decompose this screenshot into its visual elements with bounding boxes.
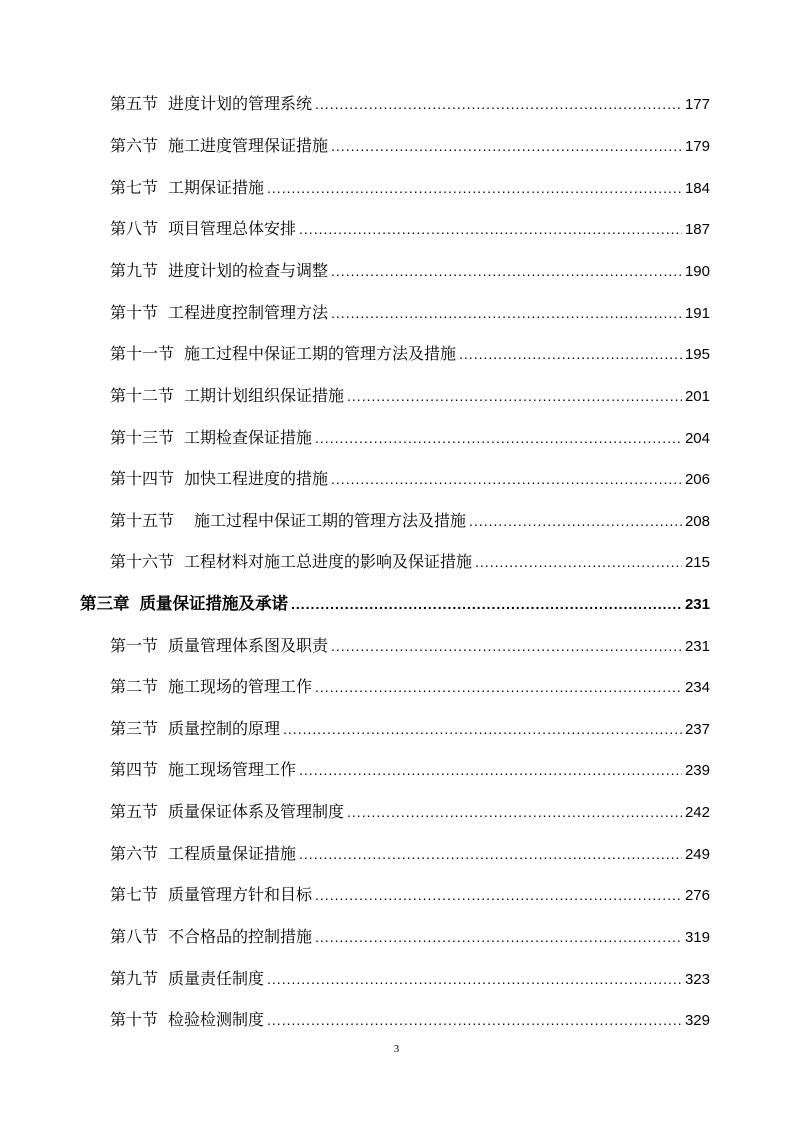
dot-leader [347,800,682,824]
toc-entry-title: 施工进度管理保证措施 [168,136,329,155]
toc-entry-number: 第十三节 [110,428,175,447]
toc-entry-title: 工期计划组织保证措施 [184,386,345,405]
dot-leader [283,717,682,741]
dot-leader [315,925,682,949]
toc-entry-page: 242 [684,804,710,821]
dot-leader [267,1008,682,1032]
toc-entry[interactable] [110,509,710,533]
toc-entry[interactable] [110,842,710,866]
toc-entry[interactable] [110,634,710,658]
toc-chapter-entry[interactable] [80,592,710,616]
toc-entry[interactable] [110,176,710,200]
toc-entry-title: 工程材料对施工总进度的影响及保证措施 [184,552,473,571]
toc-entry-title: 不合格品的控制措施 [168,927,313,946]
toc-entry-number: 第一节 [110,636,159,655]
toc-entry-number: 第八节 [110,927,159,946]
toc-entry[interactable] [110,92,710,116]
toc-entry-title: 工期检查保证措施 [184,428,313,447]
dot-leader [331,259,682,283]
toc-entry-title: 质量保证体系及管理制度 [168,802,345,821]
toc-entry[interactable] [110,967,710,991]
toc-entry-page: 208 [684,513,710,530]
toc-entry-page: 204 [684,430,710,447]
dot-leader [299,758,682,782]
toc-entry-number: 第十六节 [110,552,175,571]
toc-entry[interactable] [110,134,710,158]
toc-entry-title: 质量控制的原理 [168,719,281,738]
toc-entry-number: 第十二节 [110,386,175,405]
toc-entry[interactable] [110,550,710,574]
toc-entry-page: 237 [684,721,710,738]
dot-leader [315,92,682,116]
toc-entry[interactable] [110,925,710,949]
toc-entry-number: 第五节 [110,802,159,821]
dot-leader [315,675,682,699]
toc-entry-title: 加快工程进度的措施 [184,469,329,488]
toc-entry-number: 第十节 [110,1010,159,1029]
toc-entry-page: 234 [684,679,710,696]
toc-entry[interactable] [110,259,710,283]
toc-entry-page: 249 [684,846,710,863]
toc-entry-number: 第九节 [110,969,159,988]
dot-leader [331,134,682,158]
dot-leader [331,634,682,658]
toc-entry[interactable] [110,717,710,741]
dot-leader [299,217,682,241]
toc-entry-page: 191 [684,305,710,322]
toc-entry-title: 质量保证措施及承诺 [139,594,288,613]
toc-entry-page: 179 [684,138,710,155]
toc-entry-number: 第十节 [110,303,159,322]
dot-leader [475,550,682,574]
toc-entry-number: 第十一节 [110,344,175,363]
toc-entry-title: 质量管理方针和目标 [168,885,313,904]
dot-leader [291,592,682,616]
toc-entry-page: 206 [684,471,710,488]
toc-entry[interactable] [110,217,710,241]
dot-leader [347,384,682,408]
toc-entry-number: 第十五节 [110,511,175,530]
toc-entry-title: 检验检测制度 [168,1010,265,1029]
dot-leader [331,301,682,325]
toc-entry-title: 施工过程中保证工期的管理方法及措施 [184,344,457,363]
toc-entry-page: 201 [684,388,710,405]
toc-entry-page: 195 [684,346,710,363]
toc-entry-number: 第三节 [110,719,159,738]
toc-entry-page: 187 [684,221,710,238]
toc-entry-page: 323 [684,971,710,988]
toc-entry-title: 工程质量保证措施 [168,844,297,863]
toc-entry-page: 184 [684,180,710,197]
toc-entry-page: 329 [684,1012,710,1029]
toc-entry-title: 施工现场的管理工作 [168,677,313,696]
toc-entry-page: 231 [684,596,710,613]
toc-entry[interactable] [110,883,710,907]
toc-entry-title: 进度计划的检查与调整 [168,261,329,280]
dot-leader [469,509,682,533]
toc-entry[interactable] [110,384,710,408]
toc-entry-number: 第五节 [110,94,159,113]
toc-entry[interactable] [110,467,710,491]
dot-leader [331,467,682,491]
toc-entry-page: 276 [684,887,710,904]
toc-entry-title: 进度计划的管理系统 [168,94,313,113]
toc-entry-title: 质量管理体系图及职责 [168,636,329,655]
toc-entry-title: 施工过程中保证工期的管理方法及措施 [194,511,467,530]
toc-entry-number: 第九节 [110,261,159,280]
toc-entry-page: 177 [684,96,710,113]
dot-leader [299,842,682,866]
toc-entry-title: 项目管理总体安排 [168,219,297,238]
toc-entry-page: 231 [684,638,710,655]
toc-entry-title: 施工现场管理工作 [168,760,297,779]
toc-entry-title: 工期保证措施 [168,178,265,197]
page-number: 3 [393,1043,400,1055]
toc-entry-page: 190 [684,263,710,280]
toc-entry-number: 第六节 [110,844,159,863]
toc-entry-number: 第三章 [80,594,130,613]
toc-entry-page: 239 [684,762,710,779]
toc-entry-number: 第七节 [110,885,159,904]
dot-leader [267,176,682,200]
toc-entry[interactable] [110,301,710,325]
dot-leader [459,342,682,366]
toc-entry-page: 319 [684,929,710,946]
toc-entry[interactable] [110,758,710,782]
toc-entry-page: 215 [684,554,710,571]
toc-entry-number: 第八节 [110,219,159,238]
toc-entry-number: 第十四节 [110,469,175,488]
toc-entry[interactable] [110,675,710,699]
toc-entry-number: 第二节 [110,677,159,696]
toc-entry[interactable] [110,1008,710,1032]
toc-entry-number: 第六节 [110,136,159,155]
toc-entry-number: 第四节 [110,760,159,779]
toc-entry[interactable] [110,426,710,450]
toc-entry[interactable] [110,342,710,366]
dot-leader [315,426,682,450]
toc-entry[interactable] [110,800,710,824]
toc-entry-title: 工程进度控制管理方法 [168,303,329,322]
dot-leader [267,967,682,991]
toc-entry-title: 质量责任制度 [168,969,265,988]
toc-entry-number: 第七节 [110,178,159,197]
dot-leader [315,883,682,907]
